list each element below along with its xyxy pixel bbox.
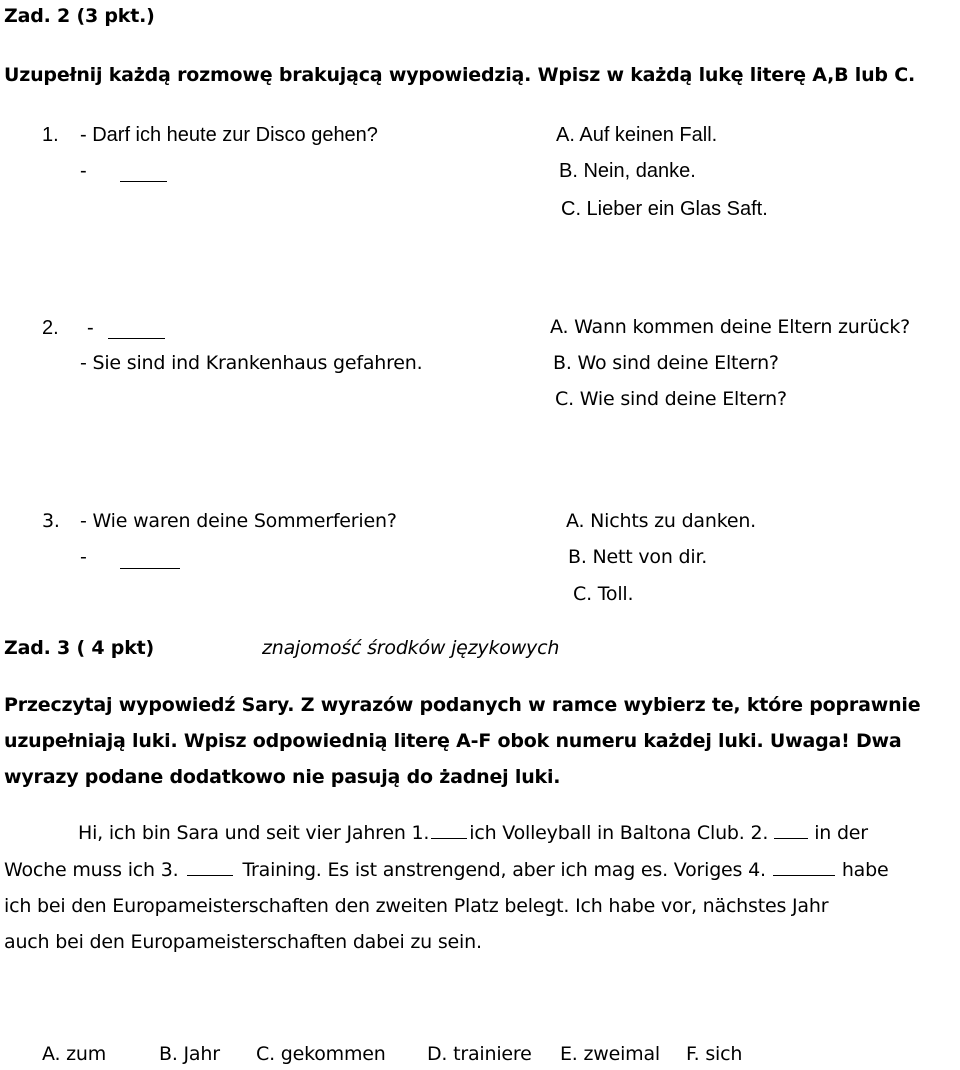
word-option-b: B. Jahr <box>159 1043 220 1065</box>
text-segment-2: ich Volleyball in Baltona Club. 2. <box>469 822 769 844</box>
q1-answer-blank[interactable] <box>120 180 167 182</box>
word-option-c: C. gekommen <box>256 1043 386 1065</box>
q1-option-a: A. Auf keinen Fall. <box>556 124 718 146</box>
q3-line1: - Wie waren deine Sommerferien? <box>80 510 397 532</box>
q1-line1: - Darf ich heute zur Disco gehen? <box>80 124 378 146</box>
q3-option-c: C. Toll. <box>573 583 634 605</box>
q3-option-a: A. Nichts zu danken. <box>566 510 757 532</box>
word-option-f: F. sich <box>686 1043 743 1065</box>
q2-option-b: B. Wo sind deine Eltern? <box>553 352 779 374</box>
q3-option-b: B. Nett von dir. <box>568 546 708 568</box>
q1-line2-dash: - <box>80 160 87 182</box>
gap-3-blank[interactable] <box>187 874 233 876</box>
text-segment-5: Training. Es ist anstrengend, aber ich mag es. Voriges 4. <box>242 859 766 881</box>
q1-option-c: C. Lieber ein Glas Saft. <box>561 198 768 220</box>
zad3-instruction-line1: Przeczytaj wypowiedź Sary. Z wyrazów podanych w ramce wybierz te, które poprawnie <box>4 694 921 716</box>
gap-4-blank[interactable] <box>773 874 835 876</box>
text-segment-3: in der <box>814 822 868 844</box>
q3-answer-blank[interactable] <box>120 567 180 569</box>
q2-option-c: C. Wie sind deine Eltern? <box>555 388 787 410</box>
text-segment-1: Hi, ich bin Sara und seit vier Jahren 1. <box>78 822 430 844</box>
q2-option-a: A. Wann kommen deine Eltern zurück? <box>550 316 911 338</box>
q3-line2-dash: - <box>80 546 87 568</box>
text-line2 <box>4 861 888 880</box>
text-line4: auch bei den Europameisterschaften dabei zu sein. <box>4 931 482 953</box>
text-segment-4: Woche muss ich 3. <box>4 859 179 881</box>
gap-2-blank[interactable] <box>774 837 808 839</box>
q1-option-b: B. Nein, danke. <box>559 160 696 182</box>
q2-number: 2. <box>42 317 59 339</box>
q3-number: 3. <box>42 510 60 532</box>
word-option-e: E. zweimal <box>560 1043 660 1065</box>
zad3-subtitle: znajomość środków językowych <box>262 637 560 659</box>
q2-line2: - Sie sind ind Krankenhaus gefahren. <box>80 352 423 374</box>
q2-line1-dash: - <box>87 317 94 339</box>
text-line1 <box>78 824 868 843</box>
text-line3: ich bei den Europameisterschaften den zweiten Platz belegt. Ich habe vor, nächstes Jahr <box>4 895 829 917</box>
zad3-instruction-line3: wyrazy podane dodatkowo nie pasują do żadnej luki. <box>4 766 561 788</box>
q1-number: 1. <box>42 124 59 146</box>
word-option-d: D. trainiere <box>427 1043 532 1065</box>
gap-1-blank[interactable] <box>431 837 467 839</box>
zad3-title: Zad. 3 ( 4 pkt) <box>4 637 155 659</box>
zad3-instruction-line2: uzupełniają luki. Wpisz odpowiednią literę A-F obok numeru każdej luki. Uwaga! Dwa <box>4 730 902 752</box>
word-option-a: A. zum <box>42 1043 107 1065</box>
text-segment-6: habe <box>841 859 889 881</box>
zad2-title: Zad. 2 (3 pkt.) <box>4 5 155 27</box>
zad2-instruction: Uzupełnij każdą rozmowę brakującą wypowiedzią. Wpisz w każdą lukę literę A,B lub C. <box>4 64 916 86</box>
q2-answer-blank[interactable] <box>108 337 165 339</box>
